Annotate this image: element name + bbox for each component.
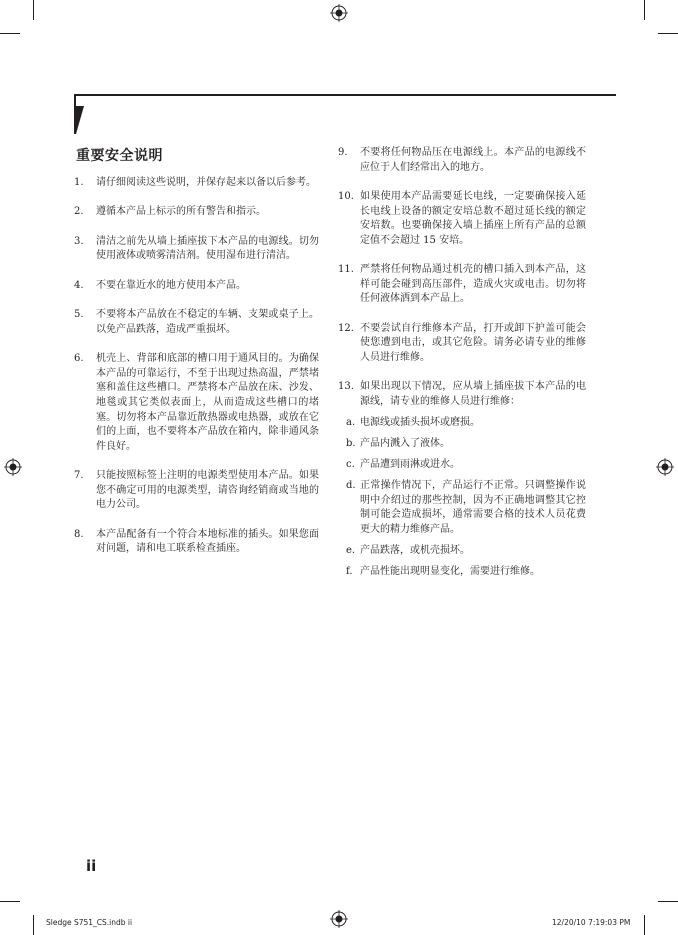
sub-item-text: 产品遭到雨淋或进水。 <box>360 458 460 470</box>
list-item <box>338 190 586 248</box>
item-text: 遵循本产品上标示的所有警告和指示。 <box>96 206 266 218</box>
sub-list-item <box>338 565 586 580</box>
list-item <box>74 279 319 294</box>
list-item <box>338 380 586 409</box>
list-item <box>74 528 319 557</box>
list-item <box>338 322 586 366</box>
sub-item-letter: e. <box>346 545 356 557</box>
item-number: 12. <box>338 322 354 334</box>
header-rule-left <box>74 94 76 106</box>
crop-mark <box>658 33 678 34</box>
crop-mark <box>658 901 678 902</box>
slug-datetime: 12/20/10 7:19:03 PM <box>552 918 631 927</box>
registration-mark-icon <box>330 4 348 22</box>
list-item <box>74 308 319 337</box>
item-number: 8. <box>74 528 84 540</box>
sub-list-item <box>338 416 586 431</box>
item-text: 只能按照标签上注明的电源类型使用本产品。如果您不确定可用的电源类型，请咨询经销商或当地的电力公司。 <box>96 470 319 511</box>
sub-item-text: 产品性能出现明显变化，需要进行维修。 <box>360 566 540 578</box>
header-rule <box>74 94 616 96</box>
registration-mark-icon <box>656 458 674 476</box>
sub-list-item <box>338 544 586 559</box>
crop-mark <box>0 901 20 902</box>
item-text: 不要尝试自行维修本产品，打开或卸下护盖可能会使您遭到电击，或其它危险。请务必请专业的维修人员进行维修。 <box>360 322 586 363</box>
registration-mark-icon <box>330 910 348 928</box>
sub-item-letter: a. <box>346 416 356 428</box>
sub-list-item <box>338 479 586 537</box>
registration-mark-icon <box>4 458 22 476</box>
item-number: 9. <box>338 147 348 158</box>
list-item <box>338 146 586 175</box>
list-item <box>74 469 319 513</box>
sub-item-text: 产品内溅入了液体。 <box>360 437 450 449</box>
page-number: ii <box>86 857 97 875</box>
list-item <box>338 263 586 307</box>
slug-filename: Sledge S751_CS.indb ii <box>46 918 133 927</box>
sub-item-text: 产品跌落，或机壳损坏。 <box>360 545 470 557</box>
list-item <box>74 235 319 264</box>
item-number: 3. <box>74 235 84 247</box>
item-number: 13. <box>338 381 354 393</box>
sub-list-item <box>338 458 586 473</box>
item-text: 本产品配备有一个符合本地标准的插头。如果您面对问题，请和电工联系检查插座。 <box>96 528 319 555</box>
right-column <box>338 146 586 586</box>
item-text: 请仔细阅读这些说明，并保存起来以备以后参考。 <box>96 177 316 188</box>
item-text: 严禁将任何物品通过机壳的槽口插入到本产品，这样可能会碰到高压部件，造成火灾或电击。切勿将任何液体洒到本产品上。 <box>360 264 586 305</box>
list-item <box>74 352 319 454</box>
crop-mark <box>644 0 645 20</box>
sub-list <box>338 416 586 580</box>
header-tab-icon <box>74 106 84 138</box>
sub-item-text: 电源线或插头损坏或磨损。 <box>360 416 480 428</box>
sub-item-letter: c. <box>346 458 355 470</box>
item-number: 6. <box>74 353 84 365</box>
item-text: 不要将任何物品压在电源线上。本产品的电源线不应位于人们经常出入的地方。 <box>360 147 586 173</box>
sub-list-item <box>338 437 586 452</box>
crop-mark <box>0 33 20 34</box>
item-text: 机壳上、背部和底部的槽口用于通风目的。为确保本产品的可靠运行，不至于出现过热高温，严禁堵塞和盖住这些槽口。严禁将本产品放在床、沙发、地毯或其它类似表面上，从而造成这些槽口的堵塞。切勿将本产品靠近散热器或电热器，或放在它们的上面，也不要将本产品放在箱内，除非通风条件良好。 <box>96 353 319 452</box>
sub-item-letter: d. <box>346 480 356 492</box>
item-number: 1. <box>74 177 84 188</box>
sub-item-text: 正常操作情况下，产品运行不正常。只调整操作说明中介绍过的那些控制，因为不正确地调整其它控制可能会造成损坏，通常需要合格的技术人员花费更大的精力维修产品。 <box>360 480 586 535</box>
left-column <box>74 176 319 572</box>
item-text: 不要将本产品放在不稳定的车辆、支架或桌子上。以免产品跌落，造成严重损坏。 <box>96 309 319 335</box>
item-number: 2. <box>74 206 84 218</box>
page-title: 重要安全说明 <box>76 148 163 164</box>
item-text: 如果出现以下情况，应从墙上插座拔下本产品的电源线，请专业的维修人员进行维修： <box>360 381 586 407</box>
item-text: 不要在靠近水的地方使用本产品。 <box>96 279 246 291</box>
item-text: 如果使用本产品需要延长电线，一定要确保接入延长电线上设备的额定安培总数不超过延长线的额定安培数。也要确保接入墙上插座上所有产品的总额定值不会超过 15 安培。 <box>360 190 586 246</box>
list-item <box>74 205 319 220</box>
item-text: 清洁之前先从墙上插座拔下本产品的电源线。切勿使用液体或喷雾清洁剂。使用湿布进行清洁。 <box>96 235 319 262</box>
crop-mark <box>644 915 645 935</box>
item-number: 4. <box>74 279 84 291</box>
item-number: 11. <box>338 264 354 276</box>
item-number: 5. <box>74 309 84 321</box>
item-number: 7. <box>74 470 84 482</box>
sub-item-letter: f. <box>346 566 353 578</box>
item-number: 10. <box>338 190 354 202</box>
crop-mark <box>33 915 34 935</box>
crop-mark <box>33 0 34 20</box>
list-item <box>74 176 319 191</box>
sub-item-letter: b. <box>346 437 356 449</box>
